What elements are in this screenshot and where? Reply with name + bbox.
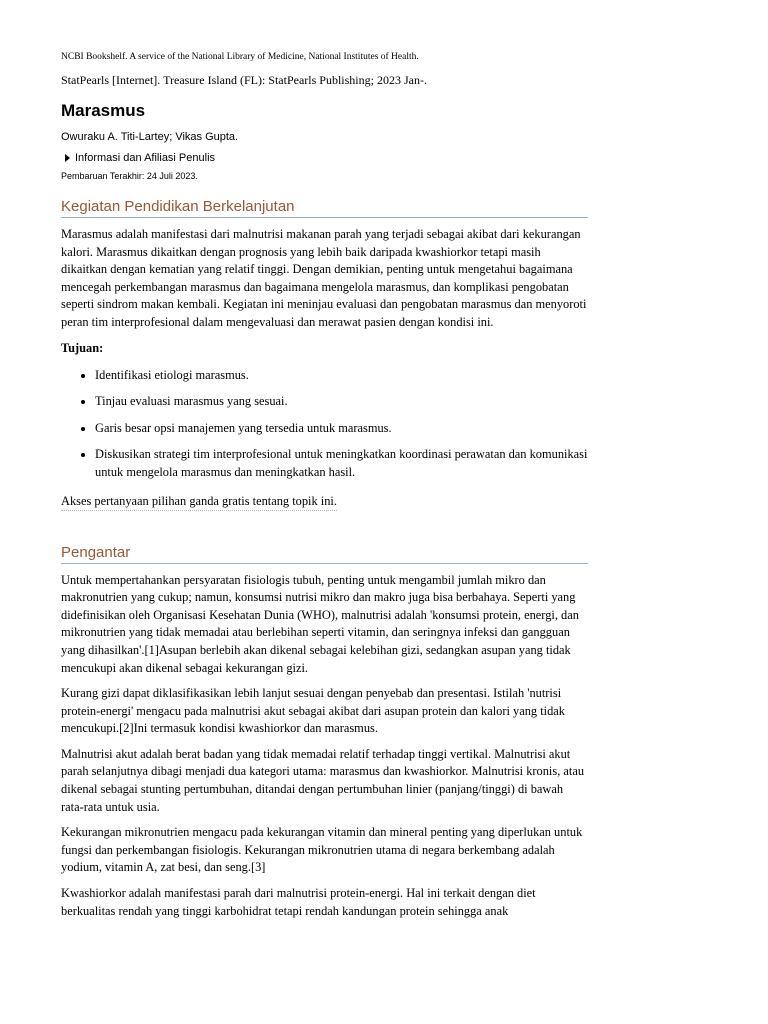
article-page	[61, 50, 588, 928]
section-heading-intro: Pengantar	[61, 543, 588, 564]
list-item: • Garis besar opsi manajemen yang tersedia untuk marasmus.	[95, 420, 588, 438]
access-wrap	[61, 492, 588, 527]
affiliation-toggle-label: Informasi dan Afiliasi Penulis	[75, 152, 216, 164]
objectives-list	[61, 367, 588, 482]
intro-body-paragraph: Kurang gizi dapat diklasifikasikan lebih lanjut sesuai dengan penyebab dan presentasi. Istilah 'nutrisi protein-energi' mengacu pada malnutrisi akut sebagai akibat dari asupan protein dan kalori yang tidak mencukupi.[2]Ini termasuk kondisi kwashiorkor dan marasmus.	[61, 686, 565, 736]
affiliation-toggle[interactable]	[65, 151, 588, 165]
intro-paragraph: Marasmus adalah manifestasi dari malnutrisi makanan parah yang terjadi sebagai akibat dari kekurangan kalori. Marasmus dikaitkan dengan prognosis yang lebih baik daripada kwashiorkor tetapi masih dikaitkan dengan kematian yang relatif tinggi. Dengan demikian, penting untuk mengetahui bagaimana mencegah perkembangan marasmus dan bagaimana mengelola marasmus, dan komplikasi pengobatan seperti sindrom makan kembali. Kegiatan ini meninjau evaluasi dan pengobatan marasmus dan menyoroti peran tim interprofesional dalam mengevaluasi dan merawat pasien dengan kondisi ini.	[61, 227, 587, 329]
service-line: NCBI Bookshelf. A service of the National Library of Medicine, National Institutes of Health.	[61, 52, 419, 62]
last-updated: Pembaruan Terakhir: 24 Juli 2023.	[61, 171, 198, 181]
section-heading-education: Kegiatan Pendidikan Berkelanjutan	[61, 197, 588, 218]
intro-body-paragraph: Kwashiorkor adalah manifestasi parah dari malnutrisi protein-energi. Hal ini terkait dengan diet berkualitas rendah yang tinggi karbohidrat tetapi rendah kandungan protein sehingga anak	[61, 886, 536, 918]
intro-body-paragraph: Untuk mempertahankan persyaratan fisiologis tubuh, penting untuk mengambil jumlah mikro dan makronutrien yang cukup; namun, konsumsi nutrisi mikro dan makro juga bisa berbahaya. Seperti yang didefinisikan oleh Organisasi Kesehatan Dunia (WHO), malnutrisi adalah 'konsumsi protein, energi, dan mikronutrien yang tidak memadai atau berlebihan seperti vitamin, dan seringnya infeksi dan gangguan yang dihasilkan'.[1]Asupan berlebih akan dikenal sebagai kelebihan gizi, sedangkan asupan yang tidak mencukupi akan dikenal sebagai kekurangan gizi.	[61, 572, 579, 675]
authors: Owuraku A. Titi-Lartey; Vikas Gupta.	[61, 131, 239, 143]
access-questions-link[interactable]: Akses pertanyaan pilihan ganda gratis tentang topik ini.	[61, 493, 337, 511]
triangle-right-icon	[65, 154, 70, 162]
citation-line: StatPearls [Internet]. Treasure Island (FL): StatPearls Publishing; 2023 Jan-.	[61, 73, 427, 87]
page-title: Marasmus	[61, 101, 146, 120]
intro-body-paragraph: Malnutrisi akut adalah berat badan yang tidak memadai relatif terhadap tinggi vertikal. Malnutrisi akut parah selanjutnya dibagi menjadi dua kategori utama: marasmus dan kwashiorkor. Malnutrisi kronis, atau dikenal sebagai stunting pertumbuhan, ditandai dengan pertumbuhan linier (panjang/tinggi) di bawah rata-rata untuk usia.	[61, 746, 585, 814]
list-item: • Identifikasi etiologi marasmus.	[95, 367, 588, 385]
list-item: • Tinjau evaluasi marasmus yang sesuai.	[95, 393, 588, 411]
list-item: • Diskusikan strategi tim interprofesional untuk meningkatkan koordinasi perawatan dan komunikasi untuk mengelola marasmus dan meningkatkan hasil.	[95, 446, 588, 481]
intro-body-paragraph: Kekurangan mikronutrien mengacu pada kekurangan vitamin dan mineral penting yang diperlukan untuk fungsi dan perkembangan fisiologis. Kekurangan mikronutrien utama di negara berkembang adalah yodium, vitamin A, zat besi, dan seng.[3]	[61, 825, 583, 875]
objectives-label: Tujuan:	[61, 340, 104, 355]
